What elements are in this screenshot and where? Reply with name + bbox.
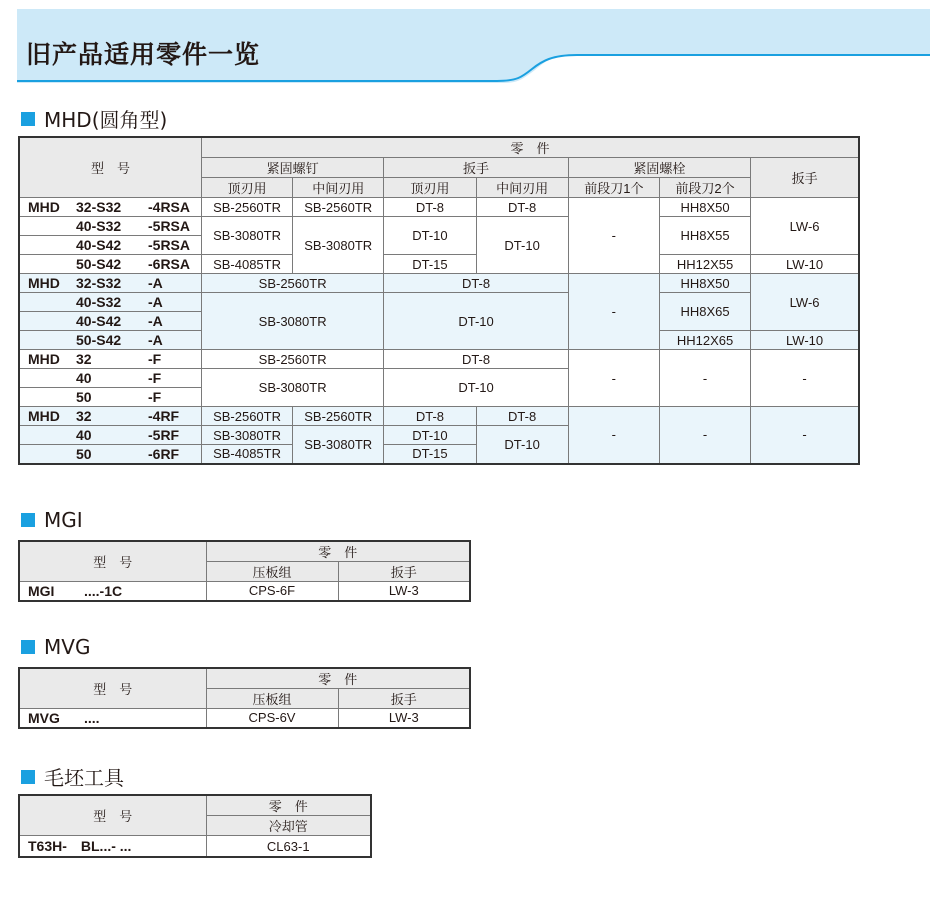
model-cell: 40-S32 -5RSA [19, 217, 201, 236]
value-cell: SB-2560TR [201, 407, 292, 426]
header-wrench-2: 扳手 [751, 158, 859, 198]
value-cell: CL63-1 [206, 836, 371, 858]
section-heading-mhd [21, 104, 167, 133]
header-model: 型 号 [19, 137, 201, 198]
value-cell: LW-6 [751, 198, 859, 255]
value-cell: SB-4085TR [201, 255, 292, 274]
value-cell: SB-3080TR [201, 369, 383, 407]
section-heading-mgi [21, 508, 83, 532]
model-cell: 50-S42 -6RSA [19, 255, 201, 274]
header-mid-edge: 中间刃用 [293, 178, 384, 198]
value-cell: CPS-6V [206, 709, 338, 728]
value-cell: DT-8 [384, 407, 476, 426]
header-top-edge-2: 顶刃用 [384, 178, 476, 198]
value-cell: LW-3 [338, 709, 470, 728]
model-cell: 50 -F [19, 388, 201, 407]
value-cell: DT-15 [384, 445, 476, 464]
model-cell: MVG .... [19, 709, 206, 728]
header-parts: 零 件 [206, 541, 470, 562]
header-top-edge: 顶刃用 [201, 178, 292, 198]
value-cell: SB-3080TR [293, 217, 384, 274]
model-cell: MHD 32 -F [19, 350, 201, 369]
model-cell: 40 -F [19, 369, 201, 388]
value-cell: HH8X50 [659, 198, 750, 217]
header-parts: 零 件 [206, 795, 371, 816]
model-cell: 40 -5RF [19, 426, 201, 445]
square-bullet-icon [21, 640, 35, 654]
value-cell: SB-2560TR [201, 350, 383, 369]
value-cell: - [568, 350, 659, 407]
header-coolant-pipe: 冷却管 [206, 816, 371, 836]
section-heading-mvg [21, 635, 90, 659]
model-cell: T63H- BL...- ... [19, 836, 206, 858]
value-cell: - [751, 407, 859, 464]
header-wrench: 扳手 [384, 158, 568, 178]
value-cell: SB-2560TR [201, 198, 292, 217]
value-cell: - [568, 407, 659, 464]
square-bullet-icon [21, 770, 35, 784]
value-cell: SB-3080TR [201, 426, 292, 445]
header-clamp-bolt: 紧固螺栓 [568, 158, 750, 178]
title-banner [17, 9, 930, 87]
header-model: 型 号 [19, 541, 206, 582]
model-cell: MHD 32 -4RF [19, 407, 201, 426]
square-bullet-icon [21, 513, 35, 527]
value-cell: SB-3080TR [293, 426, 384, 464]
value-cell: LW-6 [751, 274, 859, 331]
value-cell: DT-8 [384, 350, 568, 369]
section-title: MVG [44, 635, 91, 659]
value-cell: SB-2560TR [293, 407, 384, 426]
mvg-parts-table [18, 667, 471, 729]
value-cell: - [659, 407, 750, 464]
value-cell: LW-10 [751, 255, 859, 274]
value-cell: DT-10 [476, 217, 568, 274]
value-cell: HH8X50 [659, 274, 750, 293]
value-cell: - [568, 198, 659, 274]
model-cell: 50 -6RF [19, 445, 201, 464]
mhd-parts-table [18, 136, 860, 465]
section-title: MHD(圆角型) [44, 108, 168, 132]
header-mid-edge-2: 中间刃用 [476, 178, 568, 198]
value-cell: DT-8 [476, 407, 568, 426]
value-cell: SB-3080TR [201, 293, 383, 350]
blank-tool-parts-table [18, 794, 372, 858]
model-cell: MHD 32-S32 -4RSA [19, 198, 201, 217]
value-cell: - [659, 350, 750, 407]
value-cell: DT-10 [476, 426, 568, 464]
value-cell: HH8X55 [659, 217, 750, 255]
value-cell: DT-8 [384, 198, 476, 217]
value-cell: SB-3080TR [201, 217, 292, 255]
section-heading-blank-tool [21, 762, 124, 791]
value-cell: LW-10 [751, 331, 859, 350]
value-cell: DT-8 [476, 198, 568, 217]
value-cell: DT-8 [384, 274, 568, 293]
section-title: 毛坯工具 [44, 766, 124, 790]
model-cell: 40-S42 -A [19, 312, 201, 331]
header-front-1: 前段刀1个 [568, 178, 659, 198]
section-title: MGI [44, 508, 83, 532]
model-cell: 40-S42 -5RSA [19, 236, 201, 255]
square-bullet-icon [21, 112, 35, 126]
value-cell: DT-10 [384, 369, 568, 407]
model-cell: 50-S42 -A [19, 331, 201, 350]
value-cell: - [751, 350, 859, 407]
header-set-screw: 紧固螺钉 [201, 158, 383, 178]
page-title: 旧产品适用零件一览 [26, 40, 261, 69]
header-model: 型 号 [19, 795, 206, 836]
header-parts: 零 件 [206, 668, 470, 689]
header-parts: 零 件 [201, 137, 859, 158]
header-wrench: 扳手 [338, 562, 470, 582]
value-cell: DT-10 [384, 217, 476, 255]
model-cell: MHD 32-S32 -A [19, 274, 201, 293]
header-clamp-set: 压板组 [206, 562, 338, 582]
header-front-2: 前段刀2个 [659, 178, 750, 198]
value-cell: HH12X55 [659, 255, 750, 274]
value-cell: CPS-6F [206, 582, 338, 601]
value-cell: HH12X65 [659, 331, 750, 350]
value-cell: SB-2560TR [201, 274, 383, 293]
value-cell: LW-3 [338, 582, 470, 601]
model-cell: MGI ....-1C [19, 582, 206, 601]
value-cell: DT-10 [384, 426, 476, 445]
value-cell: DT-10 [384, 293, 568, 350]
value-cell: - [568, 274, 659, 350]
mgi-parts-table [18, 540, 471, 602]
value-cell: SB-4085TR [201, 445, 292, 464]
header-clamp-set: 压板组 [206, 689, 338, 709]
header-wrench: 扳手 [338, 689, 470, 709]
value-cell: HH8X65 [659, 293, 750, 331]
model-cell: 40-S32 -A [19, 293, 201, 312]
value-cell: DT-15 [384, 255, 476, 274]
value-cell: SB-2560TR [293, 198, 384, 217]
header-model: 型 号 [19, 668, 206, 709]
